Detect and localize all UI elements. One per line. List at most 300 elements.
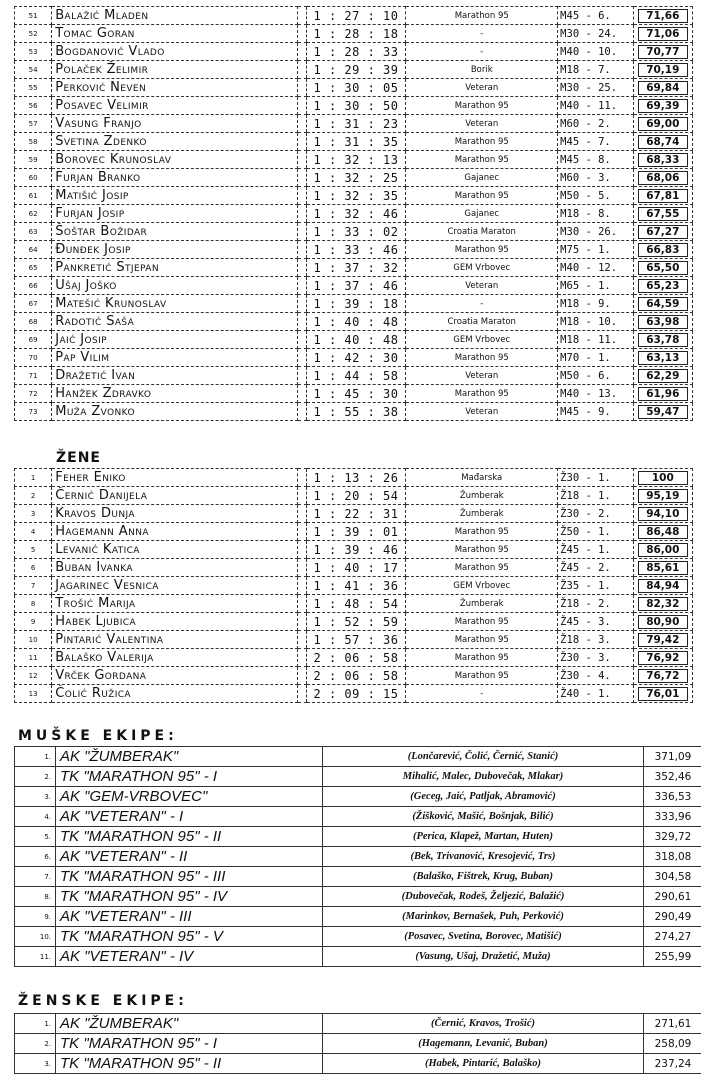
finish-time: 1 : 37 : 32 — [306, 259, 406, 277]
category-rank: Ž45 - 3. — [558, 613, 633, 631]
runner-name: Tomac Goran — [52, 25, 297, 43]
finish-time: 1 : 22 : 31 — [306, 505, 406, 523]
points-value-box: 70,77 — [638, 45, 688, 59]
points-value — [633, 313, 692, 331]
finish-time: 1 : 31 : 23 — [306, 115, 406, 133]
points-value-box: 69,39 — [638, 99, 688, 113]
finish-time: 1 : 28 : 18 — [306, 25, 406, 43]
club-name: Gajanec — [406, 205, 558, 223]
category-rank: M45 - 7. — [558, 133, 633, 151]
result-row — [15, 595, 693, 613]
finish-time: 1 : 33 : 46 — [306, 241, 406, 259]
club-name: Marathon 95 — [406, 7, 558, 25]
points-value-box: 71,06 — [638, 27, 688, 41]
runner-name: Hagemann Anna — [52, 523, 297, 541]
finish-time: 2 : 06 : 58 — [306, 649, 406, 667]
points-value-box: 79,42 — [638, 633, 688, 647]
column-gap — [297, 403, 306, 421]
result-row — [15, 685, 693, 703]
result-row — [15, 133, 693, 151]
team-rank: 3. — [15, 1054, 56, 1074]
runner-name: Černić Danijela — [52, 487, 297, 505]
column-gap — [297, 313, 306, 331]
rank-number: 66 — [15, 277, 52, 295]
result-row — [15, 559, 693, 577]
points-value-box: 68,74 — [638, 135, 688, 149]
rank-number: 68 — [15, 313, 52, 331]
rank-number: 10 — [15, 631, 52, 649]
category-rank: M18 - 10. — [558, 313, 633, 331]
finish-time: 1 : 52 : 59 — [306, 613, 406, 631]
column-gap — [297, 187, 306, 205]
club-name: Žumberak — [406, 505, 558, 523]
finish-time: 1 : 30 : 50 — [306, 97, 406, 115]
category-rank: M50 - 5. — [558, 187, 633, 205]
team-row — [15, 827, 701, 847]
rank-number: 56 — [15, 97, 52, 115]
finish-time: 1 : 32 : 46 — [306, 205, 406, 223]
team-rank: 7. — [15, 867, 56, 887]
team-rank: 8. — [15, 887, 56, 907]
runner-name: Muža Zvonko — [52, 403, 297, 421]
result-row — [15, 403, 693, 421]
finish-time: 1 : 31 : 35 — [306, 133, 406, 151]
club-name: Croatia Maraton — [406, 223, 558, 241]
men-teams-table — [14, 746, 701, 967]
runner-name: Radotić Saša — [52, 313, 297, 331]
team-row — [15, 847, 701, 867]
points-value-box: 86,48 — [638, 525, 688, 539]
column-gap — [297, 649, 306, 667]
team-name: TK "MARATHON 95" - V — [56, 927, 323, 947]
team-row — [15, 1034, 701, 1054]
team-name: AK "ŽUMBERAK" — [56, 1014, 323, 1034]
team-rank: 1. — [15, 747, 56, 767]
runner-name: Furjan Branko — [52, 169, 297, 187]
finish-time: 1 : 37 : 46 — [306, 277, 406, 295]
points-value-box: 69,00 — [638, 117, 688, 131]
rank-number: 73 — [15, 403, 52, 421]
category-rank: Ž30 - 2. — [558, 505, 633, 523]
result-row — [15, 61, 693, 79]
points-value-box: 62,29 — [638, 369, 688, 383]
result-row — [15, 577, 693, 595]
column-gap — [297, 577, 306, 595]
points-value — [633, 349, 692, 367]
result-row — [15, 187, 693, 205]
team-name: AK "VETERAN" - III — [56, 907, 323, 927]
team-rank: 6. — [15, 847, 56, 867]
points-value-box: 82,32 — [638, 597, 688, 611]
points-value-box: 76,92 — [638, 651, 688, 665]
points-value — [633, 205, 692, 223]
women-section-title: ŽENE — [56, 450, 101, 466]
points-value-box: 65,23 — [638, 279, 688, 293]
points-value-box: 64,59 — [638, 297, 688, 311]
runner-name: Hanžek Zdravko — [52, 385, 297, 403]
club-name: Marathon 95 — [406, 151, 558, 169]
points-value — [633, 505, 692, 523]
finish-time: 1 : 32 : 13 — [306, 151, 406, 169]
rank-number: 70 — [15, 349, 52, 367]
rank-number: 60 — [15, 169, 52, 187]
club-name: Gajanec — [406, 169, 558, 187]
club-name: Marathon 95 — [406, 613, 558, 631]
team-points: 333,96 — [644, 807, 701, 827]
runner-name: Pankretić Stjepan — [52, 259, 297, 277]
points-value — [633, 187, 692, 205]
club-name: - — [406, 43, 558, 61]
runner-name: Habek Ljubica — [52, 613, 297, 631]
points-value — [633, 61, 692, 79]
team-row — [15, 947, 701, 967]
result-row — [15, 43, 693, 61]
club-name: Veteran — [406, 403, 558, 421]
category-rank: Ž45 - 2. — [558, 559, 633, 577]
result-row — [15, 649, 693, 667]
points-value-box: 69,84 — [638, 81, 688, 95]
result-row — [15, 469, 693, 487]
category-rank: M18 - 8. — [558, 205, 633, 223]
points-value-box: 66,83 — [638, 243, 688, 257]
team-points: 274,27 — [644, 927, 701, 947]
finish-time: 1 : 40 : 48 — [306, 331, 406, 349]
club-name: Marathon 95 — [406, 559, 558, 577]
rank-number: 67 — [15, 295, 52, 313]
category-rank: M45 - 8. — [558, 151, 633, 169]
team-members: (Lončarević, Čolić, Černić, Stanić) — [323, 747, 644, 767]
column-gap — [297, 559, 306, 577]
column-gap — [297, 97, 306, 115]
rank-number: 2 — [15, 487, 52, 505]
club-name: Marathon 95 — [406, 133, 558, 151]
finish-time: 1 : 48 : 54 — [306, 595, 406, 613]
team-points: 258,09 — [644, 1034, 701, 1054]
club-name: Marathon 95 — [406, 649, 558, 667]
column-gap — [297, 169, 306, 187]
runner-name: Polaček Želimir — [52, 61, 297, 79]
finish-time: 1 : 28 : 33 — [306, 43, 406, 61]
points-value-box: 85,61 — [638, 561, 688, 575]
runner-name: Matišić Josip — [52, 187, 297, 205]
runner-name: Borovec Krunoslav — [52, 151, 297, 169]
result-row — [15, 259, 693, 277]
club-name: Veteran — [406, 367, 558, 385]
column-gap — [297, 61, 306, 79]
points-value — [633, 151, 692, 169]
points-value-box: 63,98 — [638, 315, 688, 329]
category-rank: Ž18 - 1. — [558, 487, 633, 505]
category-rank: M18 - 7. — [558, 61, 633, 79]
rank-number: 11 — [15, 649, 52, 667]
runner-name: Pap Vilim — [52, 349, 297, 367]
team-points: 352,46 — [644, 767, 701, 787]
club-name: Veteran — [406, 79, 558, 97]
points-value — [633, 685, 692, 703]
finish-time: 1 : 30 : 05 — [306, 79, 406, 97]
rank-number: 54 — [15, 61, 52, 79]
column-gap — [297, 505, 306, 523]
column-gap — [297, 367, 306, 385]
club-name: Marathon 95 — [406, 541, 558, 559]
runner-name: Levanić Katica — [52, 541, 297, 559]
finish-time: 1 : 32 : 35 — [306, 187, 406, 205]
points-value-box: 94,10 — [638, 507, 688, 521]
points-value-box: 80,90 — [638, 615, 688, 629]
finish-time: 1 : 40 : 48 — [306, 313, 406, 331]
column-gap — [297, 259, 306, 277]
points-value — [633, 367, 692, 385]
column-gap — [297, 151, 306, 169]
points-value — [633, 487, 692, 505]
runner-name: Perković Neven — [52, 79, 297, 97]
club-name: Borik — [406, 61, 558, 79]
result-row — [15, 367, 693, 385]
category-rank: M65 - 1. — [558, 277, 633, 295]
rank-number: 61 — [15, 187, 52, 205]
column-gap — [297, 295, 306, 313]
result-row — [15, 169, 693, 187]
runner-name: Furjan Josip — [52, 205, 297, 223]
club-name: Marathon 95 — [406, 97, 558, 115]
points-value — [633, 541, 692, 559]
points-value-box: 71,66 — [638, 9, 688, 23]
points-value — [633, 559, 692, 577]
column-gap — [297, 487, 306, 505]
finish-time: 1 : 57 : 36 — [306, 631, 406, 649]
runner-name: Kravos Dunja — [52, 505, 297, 523]
column-gap — [297, 223, 306, 241]
team-rank: 10. — [15, 927, 56, 947]
category-rank: M30 - 24. — [558, 25, 633, 43]
category-rank: M60 - 3. — [558, 169, 633, 187]
club-name: GEM Vrbovec — [406, 331, 558, 349]
team-row — [15, 1054, 701, 1074]
rank-number: 6 — [15, 559, 52, 577]
result-row — [15, 385, 693, 403]
runner-name: Jagarinec Vesnica — [52, 577, 297, 595]
finish-time: 1 : 39 : 46 — [306, 541, 406, 559]
team-members: (Bek, Trivanović, Kresojević, Trs) — [323, 847, 644, 867]
column-gap — [297, 541, 306, 559]
runner-name: Buban Ivanka — [52, 559, 297, 577]
team-members: (Posavec, Svetina, Borovec, Matišić) — [323, 927, 644, 947]
result-row — [15, 115, 693, 133]
category-rank: Ž50 - 1. — [558, 523, 633, 541]
rank-number: 65 — [15, 259, 52, 277]
points-value — [633, 613, 692, 631]
points-value — [633, 577, 692, 595]
result-row — [15, 613, 693, 631]
column-gap — [297, 631, 306, 649]
finish-time: 1 : 41 : 36 — [306, 577, 406, 595]
club-name: Marathon 95 — [406, 523, 558, 541]
points-value-box: 61,96 — [638, 387, 688, 401]
team-name: AK "VETERAN" - II — [56, 847, 323, 867]
team-members: (Perica, Klapež, Martan, Huten) — [323, 827, 644, 847]
team-rank: 2. — [15, 1034, 56, 1054]
team-members: (Geceg, Jaić, Patljak, Abramović) — [323, 787, 644, 807]
club-name: Marathon 95 — [406, 631, 558, 649]
runner-name: Trošić Marija — [52, 595, 297, 613]
points-value — [633, 403, 692, 421]
club-name: Marathon 95 — [406, 667, 558, 685]
result-row — [15, 151, 693, 169]
column-gap — [297, 43, 306, 61]
category-rank: Ž30 - 1. — [558, 469, 633, 487]
team-row — [15, 887, 701, 907]
category-rank: M45 - 6. — [558, 7, 633, 25]
points-value — [633, 295, 692, 313]
rank-number: 63 — [15, 223, 52, 241]
rank-number: 3 — [15, 505, 52, 523]
team-name: TK "MARATHON 95" - IV — [56, 887, 323, 907]
team-points: 304,58 — [644, 867, 701, 887]
team-members: (Černić, Kravos, Trošić) — [323, 1014, 644, 1034]
result-row — [15, 7, 693, 25]
rank-number: 9 — [15, 613, 52, 631]
finish-time: 1 : 40 : 17 — [306, 559, 406, 577]
points-value — [633, 595, 692, 613]
points-value — [633, 169, 692, 187]
club-name: Croatia Maraton — [406, 313, 558, 331]
finish-time: 1 : 39 : 01 — [306, 523, 406, 541]
column-gap — [297, 685, 306, 703]
team-rank: 1. — [15, 1014, 56, 1034]
finish-time: 2 : 09 : 15 — [306, 685, 406, 703]
finish-time: 1 : 32 : 25 — [306, 169, 406, 187]
column-gap — [297, 667, 306, 685]
category-rank: Ž18 - 2. — [558, 595, 633, 613]
points-value — [633, 25, 692, 43]
team-members: Mihalić, Malec, Dubovečak, Mlakar) — [323, 767, 644, 787]
finish-time: 1 : 39 : 18 — [306, 295, 406, 313]
category-rank: M18 - 11. — [558, 331, 633, 349]
points-value — [633, 523, 692, 541]
club-name: Marathon 95 — [406, 349, 558, 367]
club-name: - — [406, 295, 558, 313]
column-gap — [297, 115, 306, 133]
team-points: 371,09 — [644, 747, 701, 767]
rank-number: 7 — [15, 577, 52, 595]
category-rank: Ž18 - 3. — [558, 631, 633, 649]
team-row — [15, 787, 701, 807]
result-row — [15, 79, 693, 97]
team-name: TK "MARATHON 95" - III — [56, 867, 323, 887]
women-teams-table — [14, 1013, 701, 1074]
team-name: AK "GEM-VRBOVEC" — [56, 787, 323, 807]
team-row — [15, 867, 701, 887]
team-members: (Marinkov, Bernašek, Puh, Perković) — [323, 907, 644, 927]
points-value — [633, 277, 692, 295]
team-rank: 9. — [15, 907, 56, 927]
club-name: Žumberak — [406, 487, 558, 505]
points-value — [633, 43, 692, 61]
team-name: TK "MARATHON 95" - I — [56, 1034, 323, 1054]
team-points: 290,49 — [644, 907, 701, 927]
rank-number: 62 — [15, 205, 52, 223]
points-value-box: 86,00 — [638, 543, 688, 557]
result-row — [15, 523, 693, 541]
rank-number: 13 — [15, 685, 52, 703]
points-value — [633, 97, 692, 115]
rank-number: 71 — [15, 367, 52, 385]
points-value-box: 67,81 — [638, 189, 688, 203]
team-members: (Habek, Pintarić, Balaško) — [323, 1054, 644, 1074]
points-value — [633, 79, 692, 97]
result-row — [15, 667, 693, 685]
points-value-box: 95,19 — [638, 489, 688, 503]
runner-name: Čolić Ružica — [52, 685, 297, 703]
women-teams-title: ŽENSKE EKIPE: — [18, 993, 188, 1009]
rank-number: 1 — [15, 469, 52, 487]
finish-time: 1 : 29 : 39 — [306, 61, 406, 79]
runner-name: Matešić Krunoslav — [52, 295, 297, 313]
runner-name: Balažić Mladen — [52, 7, 297, 25]
result-row — [15, 313, 693, 331]
men-teams-title: MUŠKE EKIPE: — [18, 728, 178, 744]
rank-number: 8 — [15, 595, 52, 613]
rank-number: 55 — [15, 79, 52, 97]
points-value-box: 68,33 — [638, 153, 688, 167]
points-value — [633, 385, 692, 403]
category-rank: Ž40 - 1. — [558, 685, 633, 703]
category-rank: M75 - 1. — [558, 241, 633, 259]
column-gap — [297, 613, 306, 631]
category-rank: M40 - 10. — [558, 43, 633, 61]
finish-time: 1 : 45 : 30 — [306, 385, 406, 403]
team-members: (Dubovečak, Rodeš, Željezić, Balažić) — [323, 887, 644, 907]
team-row — [15, 927, 701, 947]
category-rank: Ž30 - 4. — [558, 667, 633, 685]
team-members: (Hagemann, Levanić, Buban) — [323, 1034, 644, 1054]
runner-name: Vrček Gordana — [52, 667, 297, 685]
runner-name: Jaić Josip — [52, 331, 297, 349]
team-row — [15, 1014, 701, 1034]
team-rank: 4. — [15, 807, 56, 827]
team-rank: 3. — [15, 787, 56, 807]
team-points: 237,24 — [644, 1054, 701, 1074]
team-name: AK "VETERAN" - I — [56, 807, 323, 827]
runner-name: Dražetić Ivan — [52, 367, 297, 385]
points-value — [633, 133, 692, 151]
points-value-box: 67,27 — [638, 225, 688, 239]
club-name: Veteran — [406, 277, 558, 295]
category-rank: Ž45 - 1. — [558, 541, 633, 559]
result-row — [15, 331, 693, 349]
category-rank: M30 - 26. — [558, 223, 633, 241]
points-value — [633, 241, 692, 259]
women-results-table — [14, 468, 693, 703]
rank-number: 4 — [15, 523, 52, 541]
club-name: - — [406, 25, 558, 43]
points-value — [633, 223, 692, 241]
result-row — [15, 505, 693, 523]
runner-name: Pintarić Valentina — [52, 631, 297, 649]
runner-name: Posavec Velimir — [52, 97, 297, 115]
club-name: Marathon 95 — [406, 241, 558, 259]
category-rank: Ž35 - 1. — [558, 577, 633, 595]
result-row — [15, 241, 693, 259]
finish-time: 1 : 42 : 30 — [306, 349, 406, 367]
column-gap — [297, 331, 306, 349]
category-rank: Ž30 - 3. — [558, 649, 633, 667]
runner-name: Svetina Zdenko — [52, 133, 297, 151]
men-results-table — [14, 6, 693, 421]
runner-name: Vasung Franjo — [52, 115, 297, 133]
team-name: AK "VETERAN" - IV — [56, 947, 323, 967]
points-value-box: 63,13 — [638, 351, 688, 365]
